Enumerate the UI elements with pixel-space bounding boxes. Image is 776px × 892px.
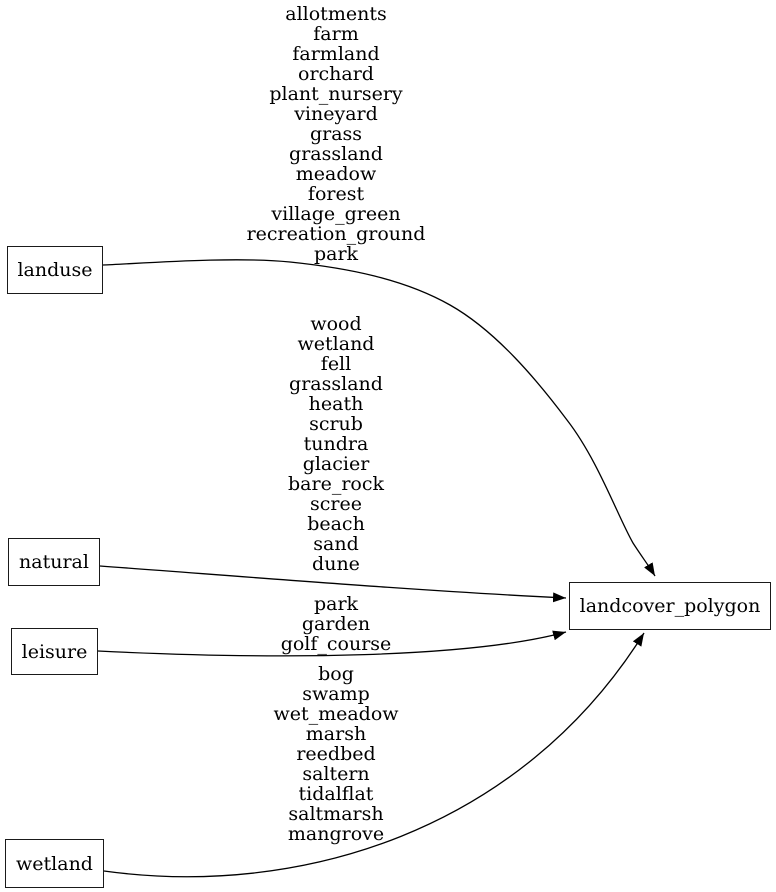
- edge-label-value: grassland: [289, 143, 383, 165]
- edge-label-value: park: [313, 243, 359, 265]
- edge-label-natural-values: [136, 314, 536, 574]
- edge-label-value: plant_nursery: [269, 83, 403, 105]
- edge-label-value: glacier: [302, 453, 370, 475]
- edge-label-value: marsh: [305, 723, 367, 745]
- node-landcover-polygon-label: landcover_polygon: [579, 595, 761, 617]
- edge-label-value: heath: [308, 393, 364, 415]
- edge-label-value: swamp: [302, 683, 370, 705]
- edge-label-value: sand: [313, 533, 359, 555]
- edge-label-value: bare_rock: [288, 473, 384, 495]
- edge-label-value: wet_meadow: [273, 703, 399, 725]
- edge-label-value: tundra: [303, 433, 369, 455]
- edge-label-value: saltmarsh: [288, 803, 384, 825]
- edge-label-value: beach: [307, 513, 365, 535]
- edge-label-value: scrub: [309, 413, 363, 435]
- edge-label-value: scree: [310, 493, 362, 515]
- node-natural-label: natural: [19, 551, 89, 573]
- edge-label-value: grass: [309, 123, 363, 145]
- node-landuse-label: landuse: [17, 259, 93, 281]
- edge-label-value: recreation_ground: [246, 223, 426, 245]
- edge-label-value: vineyard: [294, 103, 378, 125]
- edge-label-value: mangrove: [287, 823, 385, 845]
- edge-label-value: wood: [310, 313, 362, 335]
- edge-label-value: reedbed: [296, 743, 376, 765]
- edge-label-value: forest: [307, 183, 365, 205]
- edge-label-value: wetland: [297, 333, 375, 355]
- node-leisure-label: leisure: [21, 640, 88, 663]
- node-leisure: [11, 628, 98, 675]
- edge-label-leisure-values: [136, 594, 536, 654]
- edge-label-value: dune: [312, 553, 360, 575]
- edge-label-value: golf_course: [280, 633, 392, 655]
- edge-label-value: meadow: [295, 163, 377, 185]
- edge-label-value: fell: [320, 353, 352, 375]
- edge-label-value: farmland: [292, 43, 380, 65]
- edge-label-value: village_green: [271, 203, 401, 225]
- edge-label-value: tidalflat: [298, 783, 374, 805]
- edge-label-value: allotments: [285, 3, 387, 25]
- edge-label-landuse-values: [136, 4, 536, 264]
- node-landcover-polygon: [569, 582, 771, 630]
- node-wetland: [5, 839, 104, 888]
- edge-label-value: garden: [301, 613, 371, 635]
- edge-label-value: park: [313, 593, 359, 615]
- node-wetland-label: wetland: [16, 852, 93, 875]
- node-landuse: [7, 246, 103, 294]
- edge-label-wetland-values: [136, 664, 536, 844]
- edge-label-value: grassland: [289, 373, 383, 395]
- edge-label-value: saltern: [302, 763, 370, 785]
- node-natural: [8, 538, 100, 586]
- edge-label-value: farm: [313, 23, 359, 45]
- edge-label-value: bog: [318, 663, 354, 685]
- edge-label-value: orchard: [298, 63, 374, 85]
